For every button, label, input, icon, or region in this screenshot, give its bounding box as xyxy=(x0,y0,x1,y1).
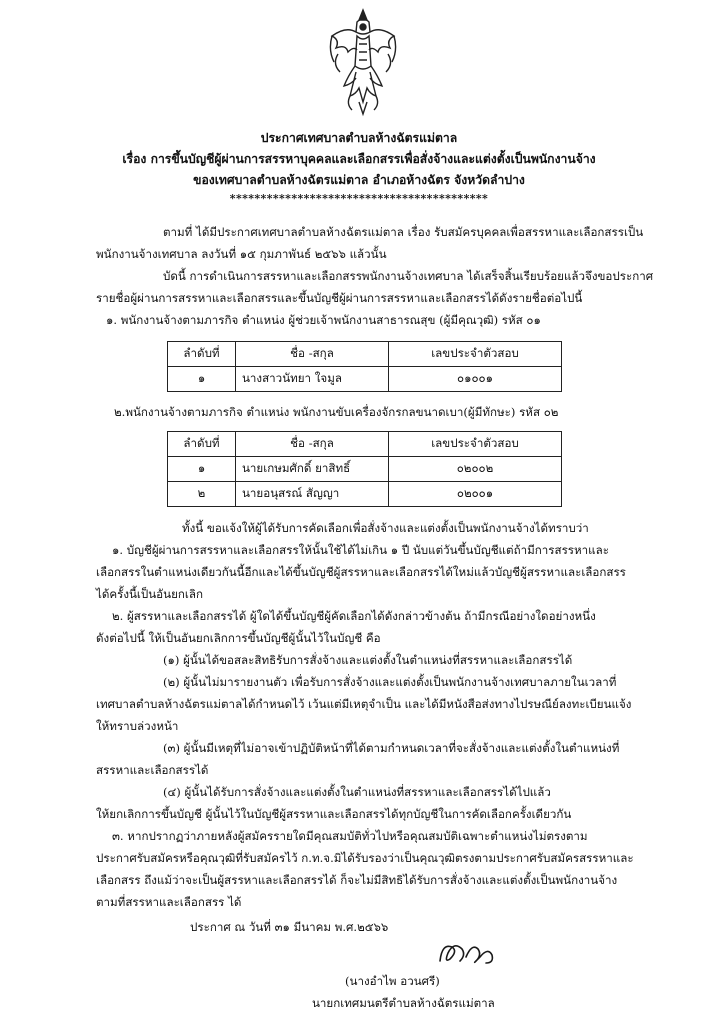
separator-stars: ****************************************** xyxy=(229,192,489,205)
paragraph-line: ๑. บัญชีผู้ผ่านการสรรหาและเลือกสรรให้นั้นใช้ได้ไม่เกิน ๑ ปี นับแต่วันขึ้นบัญชีแต่ถ้ามีการสรรหาและ xyxy=(112,543,609,557)
table-row xyxy=(168,457,562,482)
paragraph-line: ตามที่ ได้มีประกาศเทศบาลตำบลห้างฉัตรแม่ตาล เรื่อง รับสมัครบุคคลเพื่อสรรหาและเลือกสรรเป็น xyxy=(163,225,644,239)
column-header: ลำดับที่ xyxy=(168,432,236,457)
paragraph-line: (๔) ผู้นั้นได้รับการสั่งจ้างและแต่งตั้งในตำแหน่งที่สรรหาและเลือกสรรได้ไปแล้ว xyxy=(163,785,551,799)
paragraph-line: ๓. หากปรากฏว่าภายหลังผู้สมัครรายใดมีคุณสมบัติทั่วไปหรือคุณสมบัติเฉพาะตำแหน่งไม่ตรงตาม xyxy=(112,829,588,843)
paragraph-line: ดังต่อไปนี้ ให้เป็นอันยกเลิกการขึ้นบัญชีผู้นั้นไว้ในบัญชี คือ xyxy=(96,631,381,645)
announcement-title: ประกาศเทศบาลตำบลห้างฉัตรแม่ตาล xyxy=(260,131,458,145)
table-header-row xyxy=(168,432,562,457)
table-row xyxy=(168,367,562,392)
paragraph-line: เลือกสรร ถึงแม้ว่าจะเป็นผู้สรรหาและเลือกสรรได้ ก็จะไม่มีสิทธิได้รับการสั่งจ้างและแต่งตั้งเป็นพนักงานจ้าง xyxy=(96,873,618,887)
paragraph-line: (๓) ผู้นั้นมีเหตุที่ไม่อาจเข้าปฏิบัติหน้าที่ได้ตามกำหนดเวลาที่จะสั่งจ้างและแต่งตั้งในตำแหน่งที่ xyxy=(163,741,620,755)
paragraph-line: เลือกสรรในตำแหน่งเดียวกันนี้อีกและได้ขึ้นบัญชีผู้สรรหาและเลือกสรรได้ใหม่แล้วบัญชีผู้สรรหาและเลือกสรร xyxy=(96,565,626,579)
table-header-row xyxy=(168,342,562,367)
column-header: ชื่อ -สกุล xyxy=(236,342,389,367)
candidates-table-1 xyxy=(167,341,562,392)
paragraph-line: ให้ทราบล่วงหน้า xyxy=(96,719,179,733)
garuda-emblem-icon xyxy=(326,6,400,118)
paragraph-line: ประกาศรับสมัครหรือคุณวุฒิที่รับสมัครไว้ ก.ท.จ.มิได้รับรองว่าเป็นคุณวุฒิตรงตามประกาศรับสมัครสรรหาและ xyxy=(96,851,634,865)
table-row xyxy=(168,482,562,507)
signer-title: นายกเทศมนตรีตำบลห้างฉัตรแม่ตาล xyxy=(312,996,495,1010)
position-heading-2: ๒.พนักงานจ้างตามภารกิจ ตำแหน่ง พนักงานขับเครื่องจักรกลขนาดเบา(ผู้มีทักษะ) รหัส ๐๒ xyxy=(114,405,559,419)
table-cell: ๑ xyxy=(168,457,236,482)
table-cell: นางสาวนัทยา ใจมูล xyxy=(236,367,389,392)
signer-name: (นางอำไพ อวนศรี) xyxy=(345,974,440,988)
paragraph-line: (๑) ผู้นั้นได้ขอสละสิทธิรับการสั่งจ้างและแต่งตั้งในตำแหน่งที่สรรหาและเลือกสรรได้ xyxy=(163,653,573,667)
paragraph-line: บัดนี้ การดำเนินการสรรหาและเลือกสรรพนักงานจ้างเทศบาล ได้เสร็จสิ้นเรียบร้อยแล้วจึงขอประกาศ xyxy=(163,269,654,283)
candidates-table-2 xyxy=(167,431,562,507)
paragraph-line: เทศบาลตำบลห้างฉัตรแม่ตาลได้กำหนดไว้ เว้นแต่มีเหตุจำเป็น และได้มีหนังสือส่งทางไปรษณีย์ลงทะเบียนแจ้ง xyxy=(96,697,632,711)
table-cell: ๒ xyxy=(168,482,236,507)
paragraph-line: รายชื่อผู้ผ่านการสรรหาและเลือกสรรและขึ้นบัญชีผู้ผ่านการสรรหาและเลือกสรรได้ดังรายชื่อต่อไปนี้ xyxy=(96,291,583,305)
paragraph-line: สรรหาและเลือกสรรได้ xyxy=(96,763,209,777)
table-cell: ๑ xyxy=(168,367,236,392)
paragraph-line: ได้ครั้งนี้เป็นอันยกเลิก xyxy=(96,587,203,601)
column-header: เลขประจำตัวสอบ xyxy=(389,432,562,457)
column-header: ลำดับที่ xyxy=(168,342,236,367)
position-heading-1: ๑. พนักงานจ้างตามภารกิจ ตำแหน่ง ผู้ช่วยเจ้าพนักงานสาธารณสุข (ผู้มีคุณวุฒิ) รหัส ๐๑ xyxy=(106,313,541,327)
table-cell: ๐๑๐๐๑ xyxy=(389,367,562,392)
signature-image xyxy=(432,935,502,971)
table-cell: นายเกษมศักดิ์ ยาสิทธิ์ xyxy=(236,457,389,482)
table-cell: นายอนุสรณ์ สัญญา xyxy=(236,482,389,507)
column-header: เลขประจำตัวสอบ xyxy=(389,342,562,367)
notice-line: ทั้งนี้ ขอแจ้งให้ผู้ได้รับการคัดเลือกเพื่อสั่งจ้างและแต่งตั้งเป็นพนักงานจ้างได้ทราบว่า xyxy=(182,521,589,535)
paragraph-line: ๒. ผู้สรรหาและเลือกสรรได้ ผู้ใดได้ขึ้นบัญชีผู้คัดเลือกได้ดังกล่าวข้างต้น ถ้ามีกรณีอย่างใดอย่างหนึ่ง xyxy=(112,609,596,623)
announcement-subject-line2: ของเทศบาลตำบลห้างฉัตรแม่ตาล อำเภอห้างฉัตร จังหวัดลำปาง xyxy=(193,173,525,187)
announcement-subject: เรื่อง การขึ้นบัญชีผู้ผ่านการสรรหาบุคคลและเลือกสรรเพื่อสั่งจ้างและแต่งตั้งเป็นพนักงานจ้าง xyxy=(122,152,596,166)
announcement-date: ประกาศ ณ วันที่ ๓๑ มีนาคม พ.ศ.๒๕๖๖ xyxy=(190,920,389,934)
column-header: ชื่อ -สกุล xyxy=(236,432,389,457)
paragraph-line: พนักงานจ้างเทศบาล ลงวันที่ ๑๕ กุมภาพันธ์ ๒๕๖๖ แล้วนั้น xyxy=(96,247,387,261)
paragraph-line: ให้ยกเลิกการขึ้นบัญชี ผู้นั้นไว้ในบัญชีผู้สรรหาและเลือกสรรได้ทุกบัญชีในการคัดเลือกครั้งเดียวกัน xyxy=(96,807,572,821)
paragraph-line: ตามที่สรรหาและเลือกสรร ได้ xyxy=(96,895,242,909)
table-cell: ๐๒๐๐๑ xyxy=(389,482,562,507)
paragraph-line: (๒) ผู้นั้นไม่มารายงานตัว เพื่อรับการสั่งจ้างและแต่งตั้งเป็นพนักงานจ้างเทศบาลภายในเวลาที่ xyxy=(163,675,617,689)
table-cell: ๐๒๐๐๒ xyxy=(389,457,562,482)
